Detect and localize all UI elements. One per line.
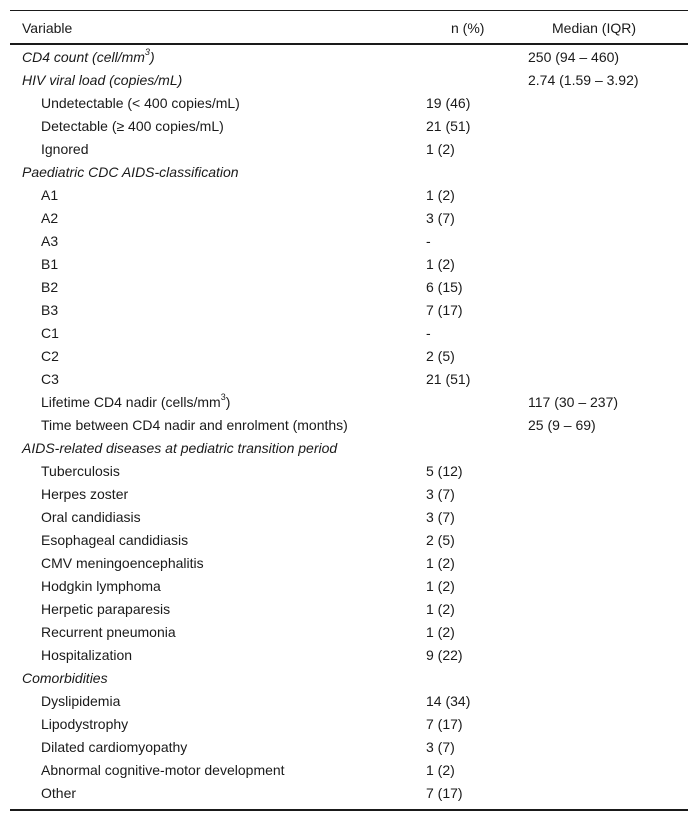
row-label (41, 324, 59, 342)
table-row (10, 322, 688, 345)
row-median-iqr: 250 (94 – 460) (528, 49, 620, 65)
row-label-text: Herpes zoster (41, 486, 129, 502)
row-label (41, 554, 204, 572)
table-row (10, 621, 688, 644)
row-label-text: Lifetime CD4 nadir (cells/mm (41, 394, 221, 410)
row-label (41, 140, 88, 158)
row-label (41, 347, 59, 365)
row-label-text: B2 (41, 279, 59, 295)
row-label-text: Esophageal candidiasis (41, 532, 189, 548)
table-row (10, 345, 688, 368)
table-row (10, 276, 688, 299)
table-row (10, 138, 688, 161)
table-row (10, 506, 688, 529)
row-label (41, 370, 59, 388)
row-label (41, 94, 240, 112)
row-label-text: C3 (41, 371, 59, 387)
row-label-text: CMV meningoencephalitis (41, 555, 204, 571)
table-row (10, 759, 688, 782)
row-label (22, 163, 239, 181)
row-n-percent: 7 (17) (426, 302, 463, 318)
table-row (10, 483, 688, 506)
row-label-text: A2 (41, 210, 59, 226)
table-bottom-rule (10, 809, 688, 811)
row-label-text: C2 (41, 348, 59, 364)
row-label (22, 48, 155, 66)
row-label-text: Recurrent pneumonia (41, 624, 176, 640)
row-n-percent: 21 (51) (426, 118, 471, 134)
header-n-percent: n (%) (451, 20, 485, 36)
table-row (10, 782, 688, 805)
table-row (10, 552, 688, 575)
row-label (41, 738, 187, 756)
row-n-percent: 1 (2) (426, 141, 455, 157)
row-label (41, 117, 224, 135)
row-label (41, 485, 128, 503)
table-row (10, 529, 688, 552)
row-label (41, 255, 58, 273)
row-median-iqr: 2.74 (1.59 – 3.92) (528, 72, 639, 88)
row-label (41, 462, 120, 480)
row-n-percent: 9 (22) (426, 647, 463, 663)
row-label (41, 646, 132, 664)
row-label (22, 439, 337, 457)
row-label (41, 393, 230, 411)
row-label (41, 761, 285, 779)
row-n-percent: 5 (12) (426, 463, 463, 479)
row-n-percent: 1 (2) (426, 762, 455, 778)
row-label-text: Detectable (≥ 400 copies/mL) (41, 118, 224, 134)
row-n-percent: 21 (51) (426, 371, 471, 387)
section-row (10, 46, 688, 69)
row-n-percent: 7 (17) (426, 785, 463, 801)
row-label-text: B1 (41, 256, 59, 272)
row-label (22, 669, 108, 687)
row-label (41, 301, 58, 319)
section-row (10, 161, 688, 184)
table-row (10, 115, 688, 138)
table-row (10, 736, 688, 759)
row-label-text: Lipodystrophy (41, 716, 129, 732)
row-label-text: Tuberculosis (41, 463, 120, 479)
row-label-text: Dilated cardiomyopathy (41, 739, 188, 755)
table-row (10, 368, 688, 391)
header-variable: Variable (22, 20, 73, 36)
table-row (10, 713, 688, 736)
row-n-percent: 1 (2) (426, 256, 455, 272)
row-label (41, 209, 58, 227)
table-row (10, 207, 688, 230)
table-row (10, 598, 688, 621)
row-n-percent: - (426, 325, 431, 341)
row-label-text: Hodgkin lymphoma (41, 578, 161, 594)
row-label (41, 600, 170, 618)
row-label-text: Time between CD4 nadir and enrolment (months) (41, 417, 348, 433)
row-label-text: Oral candidiasis (41, 509, 141, 525)
table-row (10, 299, 688, 322)
row-n-percent: 7 (17) (426, 716, 463, 732)
row-n-percent: 1 (2) (426, 187, 455, 203)
row-n-percent: 2 (5) (426, 532, 455, 548)
section-row (10, 437, 688, 460)
row-label-text: C1 (41, 325, 59, 341)
row-label-text: Hospitalization (41, 647, 133, 663)
row-label (41, 784, 76, 802)
row-label-text: Dyslipidemia (41, 693, 121, 709)
row-n-percent: 1 (2) (426, 624, 455, 640)
row-label-text: Abnormal cognitive-motor development (41, 762, 285, 778)
row-n-percent: 3 (7) (426, 486, 455, 502)
row-label (41, 232, 58, 250)
row-label (41, 531, 188, 549)
row-median-iqr: 25 (9 – 69) (528, 417, 596, 433)
row-n-percent: 1 (2) (426, 555, 455, 571)
row-n-percent: 14 (34) (426, 693, 471, 709)
row-label-text: Undetectable (< 400 copies/mL) (41, 95, 240, 111)
table-row (10, 460, 688, 483)
row-label-text: B3 (41, 302, 59, 318)
row-n-percent: 6 (15) (426, 279, 463, 295)
row-label-text: A3 (41, 233, 59, 249)
table-row (10, 644, 688, 667)
row-label-superscript: 3 (144, 47, 150, 58)
row-n-percent: 19 (46) (426, 95, 471, 111)
row-label (41, 278, 58, 296)
data-table (10, 10, 688, 811)
row-label-text: CD4 count (cell/mm (22, 49, 145, 65)
header-median-iqr: Median (IQR) (552, 20, 637, 36)
row-label (41, 692, 120, 710)
row-label-text: A1 (41, 187, 59, 203)
row-label-text: Herpetic paraparesis (41, 601, 171, 617)
table-row (10, 690, 688, 713)
row-label (41, 577, 161, 595)
section-row (10, 667, 688, 690)
section-row (10, 69, 688, 92)
row-n-percent: 3 (7) (426, 210, 455, 226)
table-body (10, 45, 688, 809)
row-label-suffix: ) (225, 394, 231, 410)
table-header (10, 11, 688, 43)
row-label (41, 508, 141, 526)
row-median-iqr: 117 (30 – 237) (528, 394, 619, 410)
table-row (10, 414, 688, 437)
row-label-text: Paediatric CDC AIDS-classification (22, 164, 239, 180)
row-label (41, 186, 58, 204)
row-label-text: Comorbidities (22, 670, 108, 686)
row-label (41, 416, 348, 434)
row-n-percent: - (426, 233, 431, 249)
table-row (10, 575, 688, 598)
row-n-percent: 1 (2) (426, 601, 455, 617)
table-row (10, 184, 688, 207)
row-label-suffix: ) (149, 49, 155, 65)
row-label-superscript: 3 (220, 392, 226, 403)
table-row (10, 253, 688, 276)
row-label (41, 623, 176, 641)
table-row (10, 391, 688, 414)
row-label-text: Ignored (41, 141, 89, 157)
row-n-percent: 3 (7) (426, 509, 455, 525)
row-label-text: HIV viral load (copies/mL) (22, 72, 183, 88)
row-label (22, 71, 182, 89)
row-n-percent: 2 (5) (426, 348, 455, 364)
row-label-text: AIDS-related diseases at pediatric transition period (22, 440, 338, 456)
table-row (10, 92, 688, 115)
row-n-percent: 3 (7) (426, 739, 455, 755)
row-n-percent: 1 (2) (426, 578, 455, 594)
row-label (41, 715, 128, 733)
row-label-text: Other (41, 785, 77, 801)
table-row (10, 230, 688, 253)
